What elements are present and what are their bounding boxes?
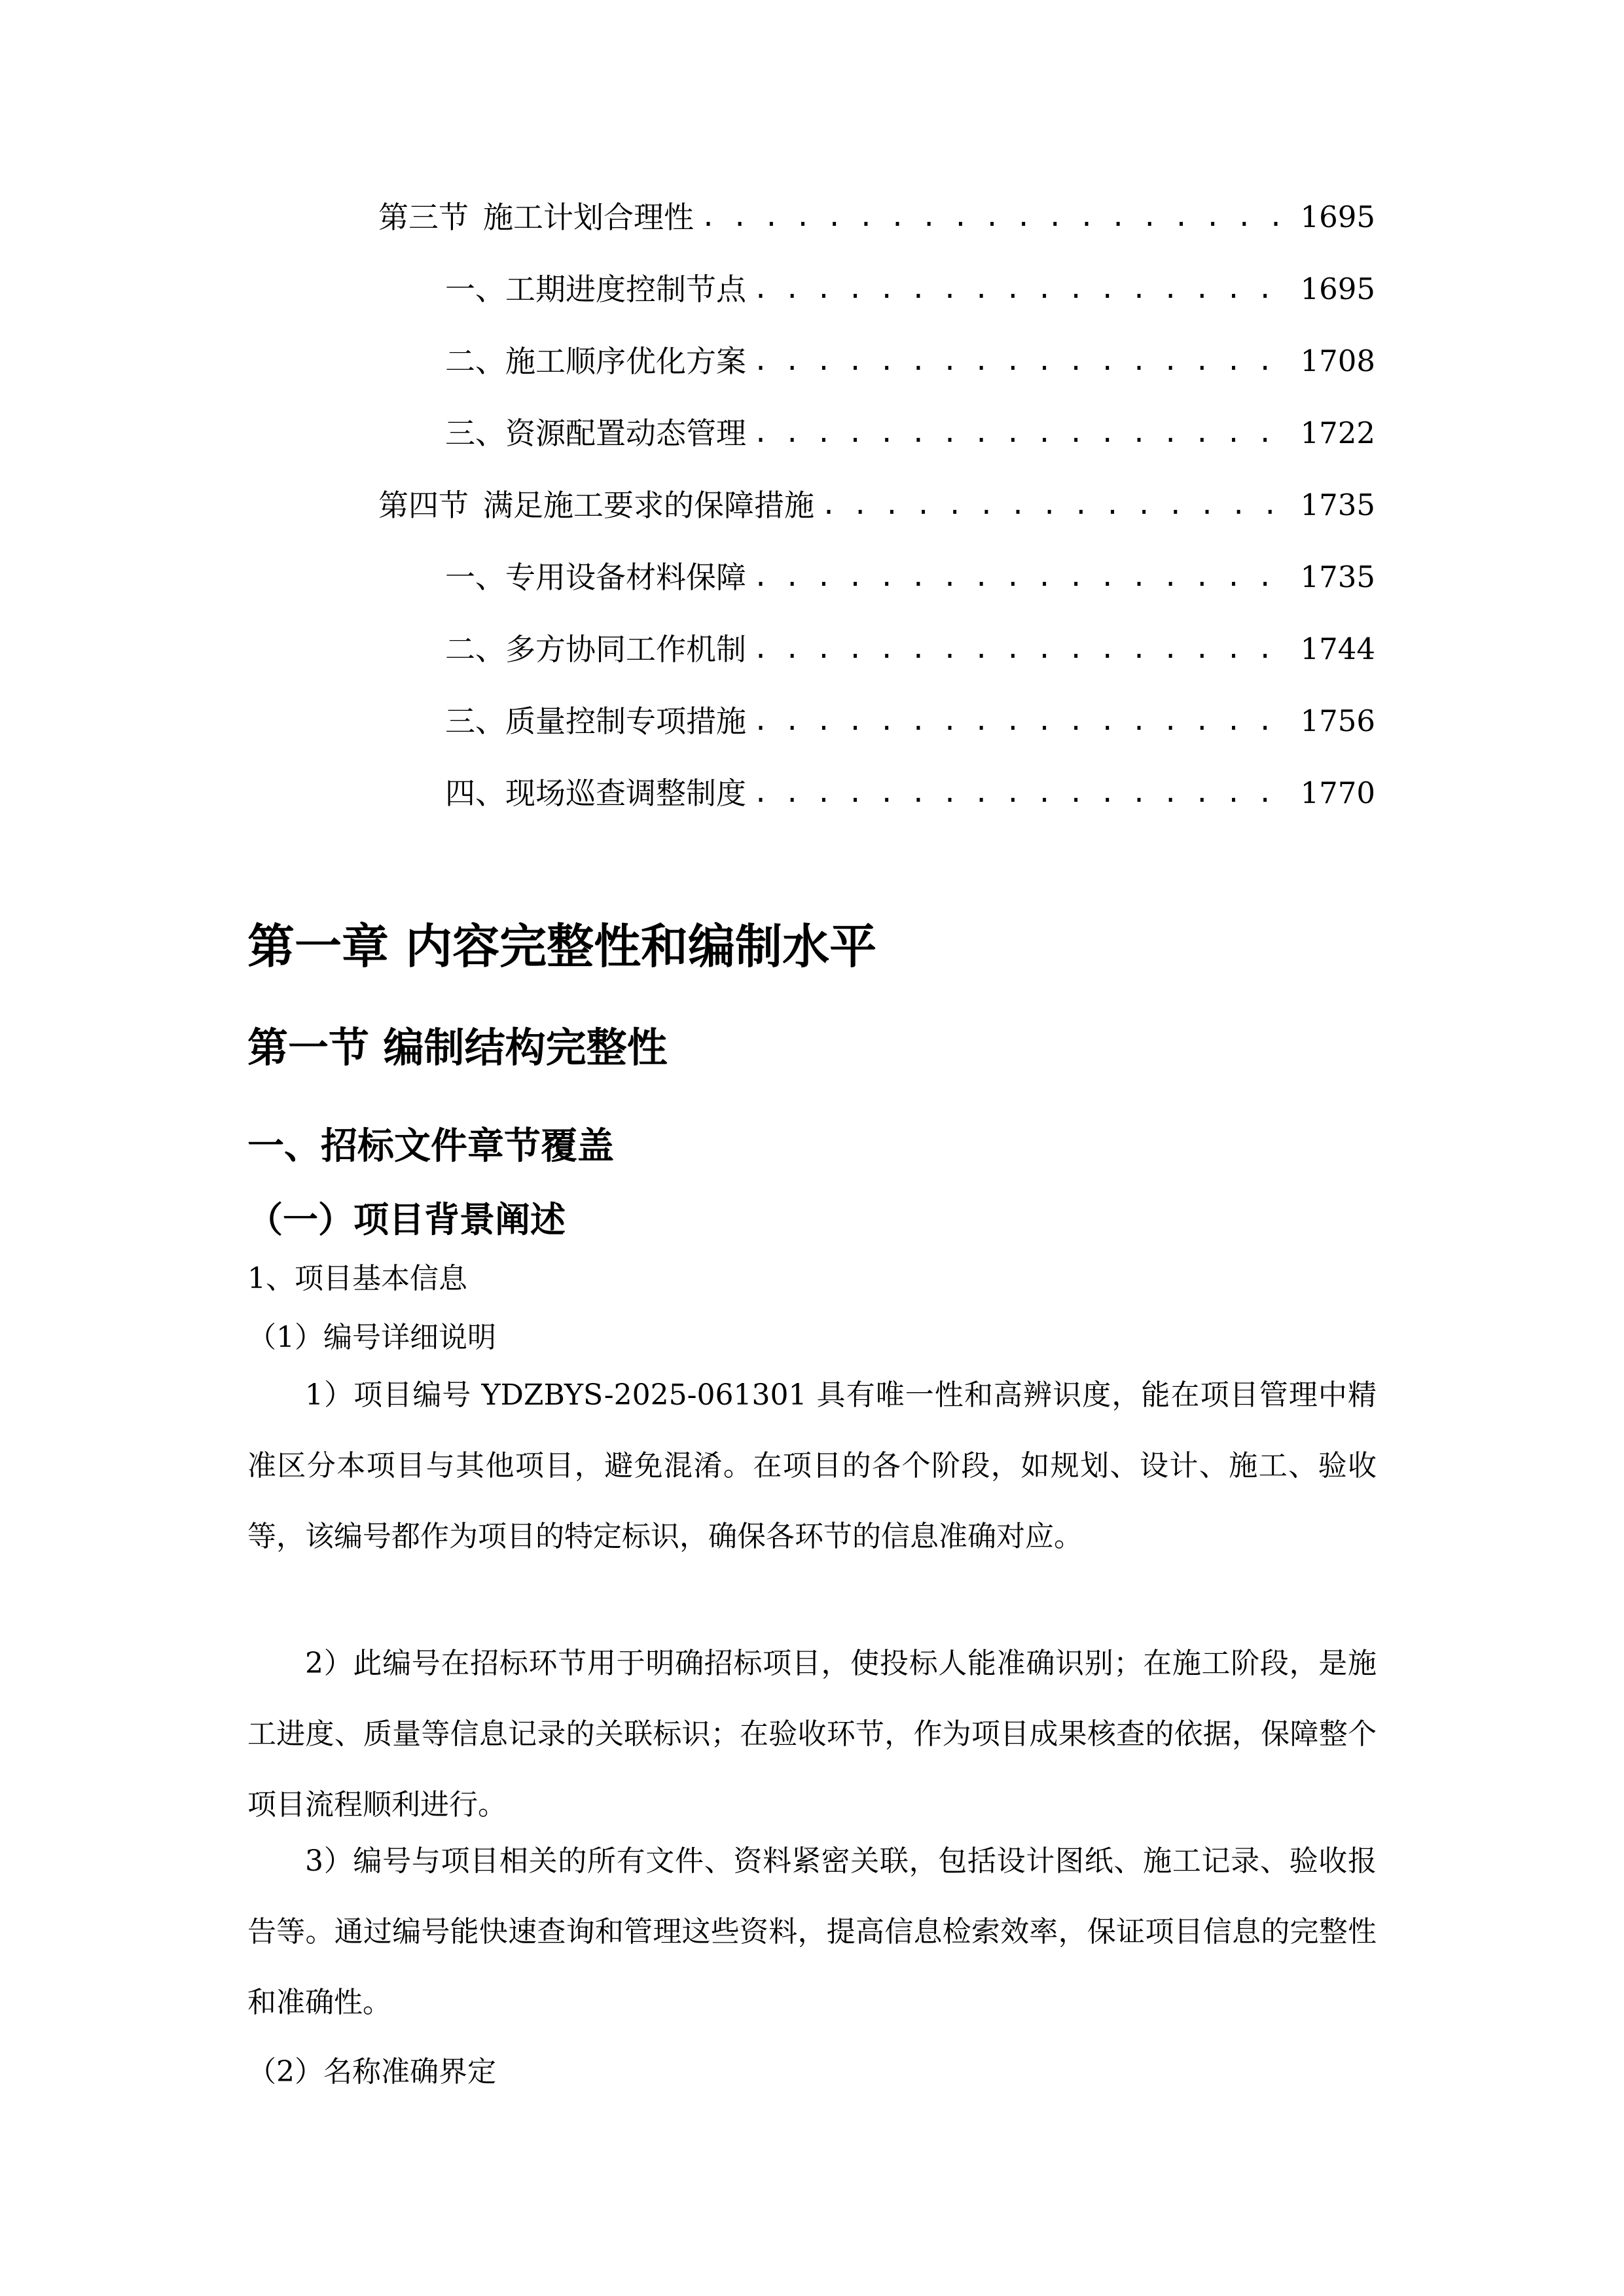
- item-title: （一）项目背景阐述: [247, 1198, 566, 1240]
- toc-entry-page: 1708: [1300, 344, 1375, 378]
- toc-dot-leader: [753, 342, 1288, 381]
- sub-point-title: （2）名称准确界定: [247, 2055, 496, 2089]
- toc-entry[interactable]: [445, 414, 1375, 453]
- toc-dot-leader: [753, 558, 1288, 597]
- toc-entry[interactable]: [445, 702, 1375, 741]
- toc-entry-label: 满足施工要求的保障措施: [483, 488, 814, 523]
- toc-entry[interactable]: [445, 630, 1375, 669]
- body-paragraph: 2）此编号在招标环节用于明确招标项目，使投标人能准确识别；在施工阶段，是施工进度、质量等信息记录的关联标识；在验收环节，作为项目成果核查的依据，保障整个项目流程顺利进行。: [247, 1647, 1377, 1821]
- toc-dot-leader: [753, 774, 1288, 813]
- body-paragraph: 1）项目编号 YDZBYS-2025-061301 具有唯一性和高辨识度，能在项目管理中精准区分本项目与其他项目，避免混淆。在项目的各个阶段，如规划、设计、施工、验收等，该编号都作为项目的特定标识，确保各环节的信息准确对应。: [247, 1378, 1377, 1553]
- toc-entry-label: 多方协同工作机制: [505, 632, 746, 667]
- toc-entry-number: 四、: [445, 776, 505, 811]
- toc-entry-number: 三、: [445, 704, 505, 739]
- toc-entry-label: 施工计划合理性: [483, 200, 694, 235]
- sub-point-title: （1）编号详细说明: [247, 1321, 496, 1354]
- toc-entry-number: 一、: [445, 560, 505, 595]
- toc-entry-label: 施工顺序优化方案: [505, 344, 746, 379]
- toc-entry[interactable]: [445, 342, 1375, 381]
- toc-entry-label: 资源配置动态管理: [505, 416, 746, 451]
- toc-entry-page: 1695: [1300, 200, 1375, 234]
- toc-entry-page: 1744: [1300, 632, 1375, 666]
- toc-entry-label: 质量控制专项措施: [505, 704, 746, 739]
- toc-entry[interactable]: [378, 198, 1375, 237]
- toc-dot-leader: [821, 486, 1288, 525]
- toc-entry-label: 专用设备材料保障: [505, 560, 746, 595]
- toc-entry-page: 1695: [1300, 272, 1375, 306]
- toc-entry-label: 现场巡查调整制度: [505, 776, 746, 811]
- subsection-title: 一、招标文件章节覆盖: [247, 1125, 614, 1168]
- toc-dot-leader: [753, 414, 1288, 453]
- toc-entry-number: 三、: [445, 416, 505, 451]
- toc-entry-page: 1722: [1300, 416, 1375, 450]
- toc-entry-page: 1735: [1300, 488, 1375, 522]
- toc-entry-number: 二、: [445, 344, 505, 379]
- toc-entry[interactable]: [378, 486, 1375, 525]
- toc-entry-number: 二、: [445, 632, 505, 667]
- toc-entry-number: 一、: [445, 272, 505, 307]
- section-title: 第一节 编制结构完整性: [247, 1024, 668, 1071]
- toc-dot-leader: [753, 702, 1288, 741]
- toc-entry[interactable]: [445, 558, 1375, 597]
- toc-entry[interactable]: [445, 270, 1375, 309]
- toc-entry[interactable]: [445, 774, 1375, 813]
- toc-entry-page: 1735: [1300, 560, 1375, 594]
- toc-entry-page: 1770: [1300, 776, 1375, 810]
- toc-entry-number: 第三节: [378, 200, 469, 235]
- toc-entry-number: 第四节: [378, 488, 469, 523]
- toc-entry-label: 工期进度控制节点: [505, 272, 746, 307]
- chapter-title: 第一章 内容完整性和编制水平: [247, 919, 877, 974]
- toc-dot-leader: [700, 198, 1288, 237]
- body-paragraph: 3）编号与项目相关的所有文件、资料紧密关联，包括设计图纸、施工记录、验收报告等。通过编号能快速查询和管理这些资料，提高信息检索效率，保证项目信息的完整性和准确性。: [247, 1844, 1377, 2019]
- toc-dot-leader: [753, 270, 1288, 309]
- toc-dot-leader: [753, 630, 1288, 669]
- toc-entry-page: 1756: [1300, 704, 1375, 738]
- point-title: 1、项目基本信息: [247, 1262, 467, 1295]
